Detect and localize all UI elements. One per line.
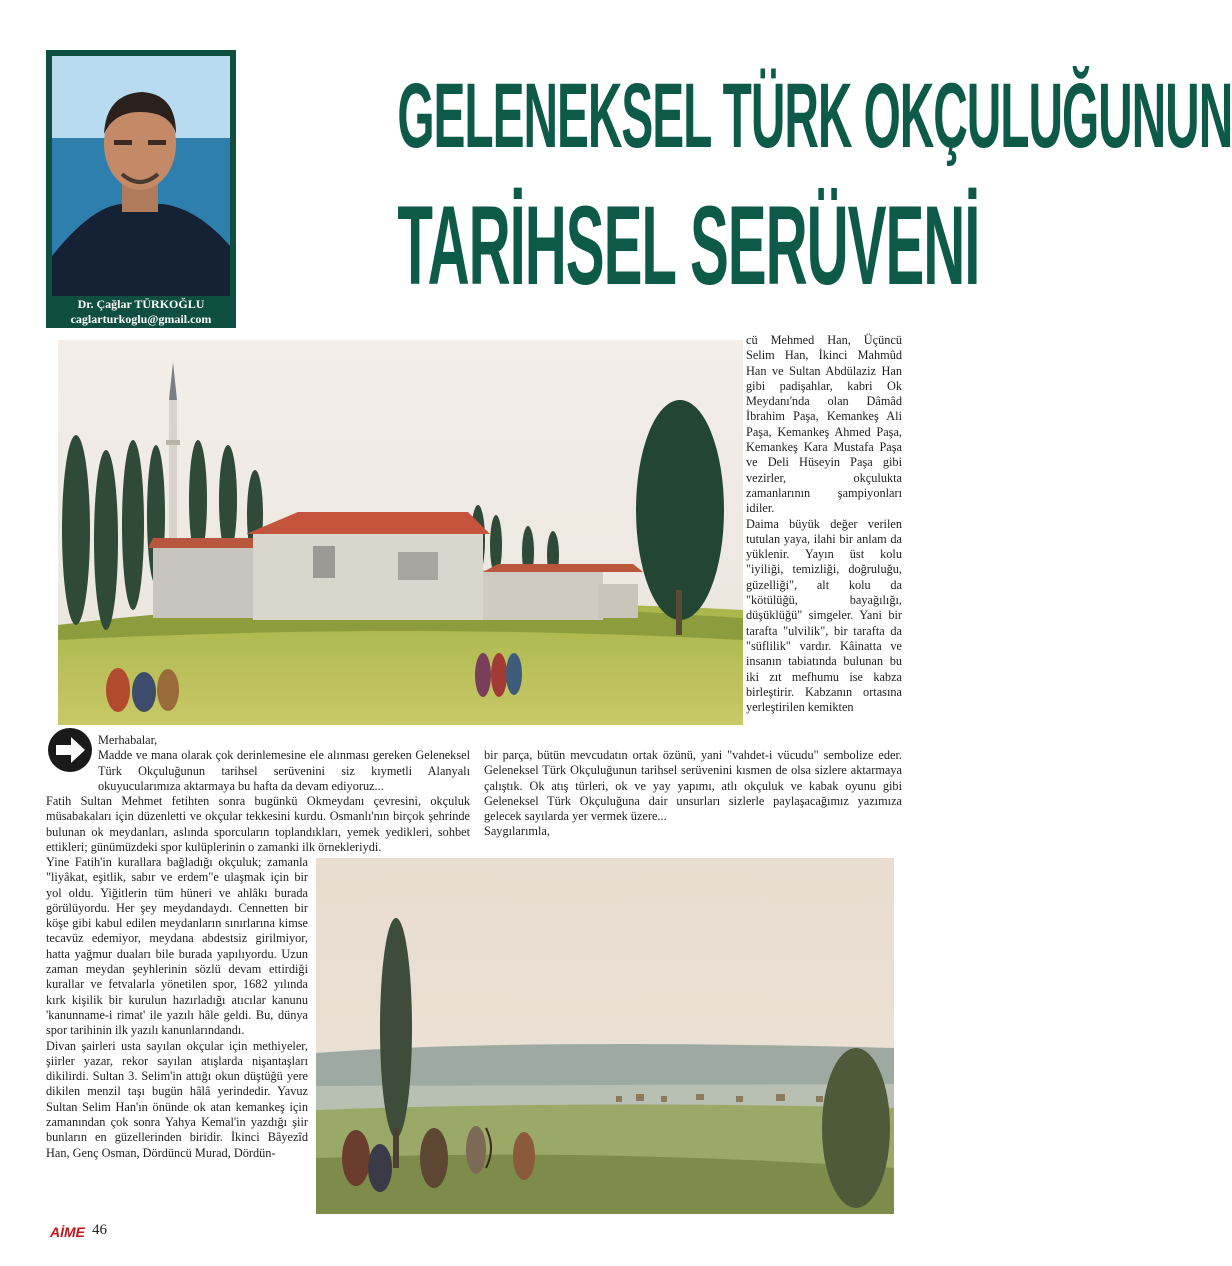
author-box — [46, 50, 236, 328]
middle-column-text — [484, 748, 902, 840]
intro-paragraph: Madde ve mana olarak çok derinlemesine ele alınması gereken Geleneksel Türk Okçuluğunun tarihsel serüvenini siz kıymetli Alanyalı okuyucularımıza aktarmaya bu hafta da devam ediyoruz... — [98, 748, 470, 793]
paragraph: Divan şairleri usta sayılan okçular için methiyeler, şiirler yazar, rekor sayılan atışlarda nişantaşları dikilirdi. Sultan 3. Selim'in attığı okun düştüğü yere dikilen menzil taşı bugün hâlâ yerindedir. Yavuz Sultan Selim Han'ın önünde ok atan kemankeş için zamanından çok sonra Yahya Kemal'in yazdığı şiir bunların en güzellerinden biridir. İkinci Bâyezîd Han, Genç Osman, Dördüncü Murad, Dördün- — [46, 1038, 308, 1160]
page-number: 46 — [92, 1222, 107, 1238]
paragraph: cü Mehmed Han, Üçüncü Selim Han, İkinci Mahmûd Han ve Sultan Abdülaziz Han gibi padişahlar, kabri Ok Meydanı'nda olan Dâmâd İbrahim Paşa, Kemankeş Ali Paşa, Kemankeş Ahmed Paşa, Kemankeş Kara Mustafa Paşa ve Deli Hüseyin Paşa gibi vezirler, okçulukta zamanlarının şampiyonları idiler. — [746, 333, 902, 516]
author-email[interactable]: caglarturkoglu@gmail.com — [70, 312, 212, 326]
paragraph: bir parça, bütün mevcudatın ortak özünü, yani "vahdet-i vücudu" sembolize eder. Geleneksel Türk Okçuluğunun tarihsel serüvenini kısmen de olsa sizlere aktarmaya çalıştık. Ok atış türleri, ok ve yay yapımı, atlı okçuluk ve kabak oyunu gibi Geleneksel Türk Okçuluğuna dair unsurları sizlerle paylaşacağımız yazımıza gelecek sayılarda yer vermek üzere... — [484, 748, 902, 824]
title-block — [238, 62, 1232, 332]
paragraph: Daima büyük değer verilen tutulan yaya, ilahi bir anlam da yüklenir. Yayın üst kolu "iyiliği, temizliği, doğruluğu, güzelliği", alt kolu da "kötülüğü, bayağılığı, düşüklüğü" simgeler. Yani bir tarafta "ulvilik", bir tarafta da "süflilik" vardır. Kâinatta ve insanın tabiatında bulunan bu iki zıt mefhumu ise kabza birleştirir. Kabzanın ortasına yerleştirilen kemikten — [746, 516, 902, 715]
author-name: Dr. Çağlar TÜRKOĞLU — [77, 297, 205, 311]
okmeydani-painting — [58, 340, 743, 725]
author-photo — [52, 56, 230, 296]
page-title-line-2: TARİHSEL SERÜVENİ — [397, 183, 980, 308]
left-column-text — [46, 733, 470, 855]
page-title-line-1: GELENEKSEL TÜRK OKÇULUĞUNUN — [397, 65, 1232, 167]
greeting: Merhabalar, — [98, 733, 158, 747]
paragraph: Yine Fatih'in kurallara bağladığı okçuluk; zamanla "liyâkat, eşitlik, sabır ve erdem"e ulaşmak için bir yol oldu. Yiğitlerin tüm hüneri ve ahlâkı burada görülüyordu. Her şey meydandaydı. Cennetten bir köşe gibi kabul edilen meydanların sınırlarına kimse tecavüz edemiyor, meydana abdestsiz girilmiyor, hatta yağmur duaları bile burada yapılıyordu. Uzun zaman meydan şeyhlerinin sözlü devam ettirdiği kurallar ve fetvalarla yönetilen spor, 1682 yılında kırk kişilik bir kurulun hazırladığı atıcılar kanunu 'kanunname-i rimat' ile yazılı hâle geldi. Bu, dünya spor tarihinin ilk yazılı kanunlarındandı. — [46, 855, 308, 1038]
left-narrow-column — [46, 855, 308, 1161]
okmeydani-illustration — [58, 340, 743, 725]
right-column-text — [746, 333, 902, 715]
author-portrait-image — [52, 56, 230, 296]
paragraph: Fatih Sultan Mehmet fetihten sonra bugünkü Okmeydanı çevresini, okçuluk müsabakaları için düzenletti ve okçular tekkesini kurdu. Osmanlı'nın birçok şehrinde bulunan ok meydanları, aslında sporcuların toplandıkları, yemek yedikleri, sohbet ettikleri; günümüzdeki spor kulüplerinin o zamanki ilk örnekleriydi. — [46, 794, 470, 855]
archers-illustration — [316, 858, 894, 1214]
closing: Saygılarımla, — [484, 824, 550, 839]
magazine-logo: AİME — [50, 1224, 85, 1240]
archers-painting — [316, 858, 894, 1214]
